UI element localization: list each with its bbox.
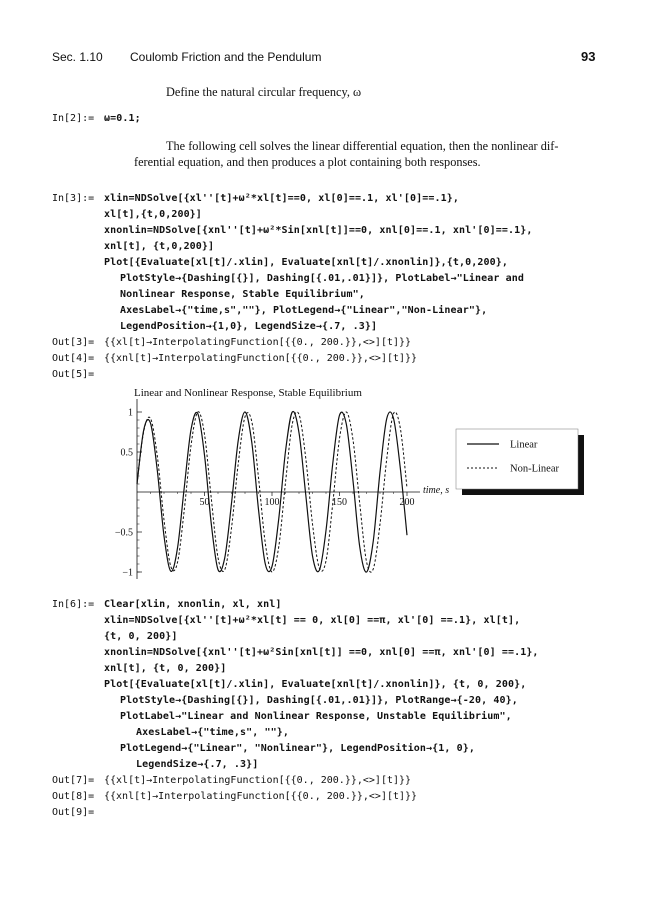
response-plot [0,382,647,582]
code-line: PlotStyle→{Dashing[{}], Dashing[{.01,.01}]}, PlotRange→{-20, 40}, [120,695,518,706]
input-label-3: In[3]:= [52,193,95,204]
output-text-3: {{xl[t]→InterpolatingFunction[{{0., 200.}},<>][t]}} [104,337,412,348]
output-text-8: {{xnl[t]→InterpolatingFunction[{{0., 200.}},<>][t]}} [104,791,418,802]
input-label-6: In[6]:= [52,599,95,610]
code-line: Plot[{Evaluate[xl[t]/.xlin], Evaluate[xnl[t]/.xnonlin]},{t,0,200}, [104,257,508,268]
x-tick-label: 200 [399,497,415,508]
code-line: xlin=NDSolve[{xl''[t]+ω²*xl[t] == 0, xl[0] ==π, xl'[0] ==.1}, xl[t], [104,615,521,626]
x-tick-label: 50 [199,497,210,508]
prose-cell-description-line2: ferential equation, and then produces a plot containing both responses. [134,155,481,169]
output-label-8: Out[8]= [52,791,95,802]
output-text-4: {{xnl[t]→InterpolatingFunction[{{0., 200.}},<>][t]}} [104,353,418,364]
y-tick-label: −0.5 [114,527,133,539]
input-code-2: ω=0.1; [104,113,141,124]
prose-natural-frequency: Define the natural circular frequency, ω [166,85,362,99]
chart-legend [456,429,584,495]
code-line: xnonlin=NDSolve[{xnl''[t]+ω²Sin[xnl[t]] ==0, xnl[0] ==π, xnl'[0] ==.1}, [104,647,539,658]
x-tick-label: 100 [264,497,280,508]
legend-box [456,429,578,489]
code-line: LegendSize→{.7, .3}] [136,759,259,770]
code-line: {t, 0, 200}] [104,631,178,642]
legend-label-linear: Linear [510,439,538,451]
code-line: xnl[t], {t, 0, 200}] [104,663,227,674]
code-line: xnl[t], {t,0,200}] [104,241,215,252]
legend-label-nonlinear: Non-Linear [510,463,559,475]
y-tick-label: −1 [122,567,133,579]
prose-cell-description-line1: The following cell solves the linear differential equation, then the nonlinear dif- [166,139,559,153]
code-line: LegendPosition→{1,0}, LegendSize→{.7, .3}] [120,321,378,332]
code-line: xl[t],{t,0,200}] [104,209,202,220]
code-line: PlotStyle→{Dashing[{}], Dashing[{.01,.01}]}, PlotLabel→"Linear and [120,273,524,284]
page-number: 93 [581,49,596,64]
code-line: Plot[{Evaluate[xl[t]/.xlin], Evaluate[xnl[t]/.xnonlin]}, {t, 0, 200}, [104,679,527,690]
x-tick-label: 150 [332,497,347,508]
x-axis-label: time, s [423,485,450,496]
output-label-7: Out[7]= [52,775,95,786]
input-label-2: In[2]:= [52,113,95,124]
output-label-9: Out[9]= [52,807,95,818]
code-line: AxesLabel→{"time,s", ""}, [136,727,290,738]
code-line: Nonlinear Response, Stable Equilibrium", [120,289,365,300]
output-label-4: Out[4]= [52,353,95,364]
code-line: xnonlin=NDSolve[{xnl''[t]+ω²*Sin[xnl[t]]==0, xnl[0]==.1, xnl'[0]==.1}, [104,225,533,236]
y-tick-label: 0.5 [120,447,133,459]
code-line: PlotLabel→"Linear and Nonlinear Response, Unstable Equilibrium", [120,711,512,722]
output-text-7: {{xl[t]→InterpolatingFunction[{{0., 200.}},<>][t]}} [104,775,412,786]
output-label-5: Out[5]= [52,369,95,380]
code-line: Clear[xlin, xnonlin, xl, xnl] [104,599,282,610]
code-line: AxesLabel→{"time,s",""}, PlotLegend→{"Linear","Non-Linear"}, [120,305,488,316]
section-title: Coulomb Friction and the Pendulum [130,50,322,64]
code-line: xlin=NDSolve[{xl''[t]+ω²*xl[t]==0, xl[0]==.1, xl'[0]==.1}, [104,193,459,204]
chart-title: Linear and Nonlinear Response, Stable Equilibrium [134,387,362,399]
section-number: Sec. 1.10 [52,50,103,64]
code-line: PlotLegend→{"Linear", "Nonlinear"}, LegendPosition→{1, 0}, [120,743,475,754]
y-tick-label: 1 [128,407,133,419]
chart-axes [137,399,420,579]
output-label-3: Out[3]= [52,337,95,348]
